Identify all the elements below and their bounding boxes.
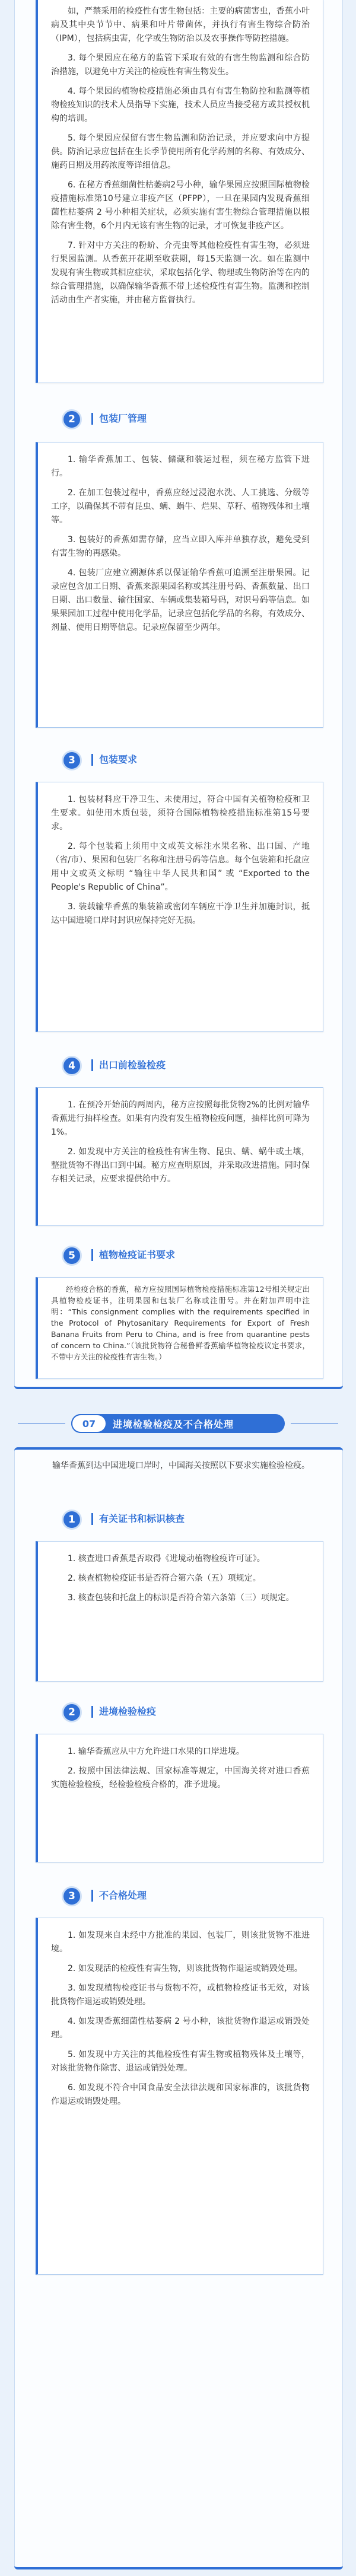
- paragraph: 6. 在秘方香蕉细菌性枯萎病2号小种，输华果园应按照国际植物检疫措施标准第10号建立非疫产区（PFPP），一旦在果园内发现香蕉细菌性枯萎病 2 号小种相关症状，必须实施有害生物综合管理措施以根除有害生物，6个月内无该有害生物的记录，才可恢复非疫产区。: [51, 180, 310, 231]
- paragraph: 2. 按照中国法律法规、国家标准等规定，中国海关将对进口香蕉实施检验检疫，经检验检疫合格的，准予进境。: [51, 1766, 310, 1789]
- section-header: [62, 1510, 311, 1531]
- paragraph: 1. 如发现来自未经中方批准的果园、包装厂，则该批货物不准进境。: [51, 1931, 310, 1954]
- paragraph: 1. 包装材料应干净卫生、未使用过，符合中国有关植物检疫和卫生要求。如使用木质包装，须符合国际植物检疫措施标准第15号要求。: [51, 795, 310, 832]
- paragraph: 4. 包装厂应建立溯源体系以保证输华香蕉可追溯至注册果园。记录应包含加工日期、香蕉来源果园名称或其注册号码、香蕉数量、出口日期、出口数量、输往国家、车辆或集装箱号码，对识号码等信息。如果果园加工过程中使用化学品，记录应包括化学品的名称，有效成分、剂量、使用日期等信息。记录应保留至少两年。: [51, 568, 310, 632]
- paragraph: 经检疫合格的香蕉，秘方应按照国际植物检疫措施标准第12号相关规定出具植物检疫证书，注明果园和包装厂名称或注册号。并在附加声明中注明：“This consignment complies with the requirements specified in the Protocol of Phytosanitary Requirements for Export of Fresh Banana Fruits from Peru to China, and is free from quarantine pests of concern to China.”（该批货物符合秘鲁鲜香蕉输华植物检疫议定书要求，不带中方关注的检疫性有害生物。）: [51, 1285, 310, 1361]
- section-title: 有关证书和标识核查: [91, 1513, 185, 1525]
- section-number-badge: 4: [62, 1056, 82, 1076]
- paragraph: 7. 针对中方关注的粉蚧、介壳虫等其他检疫性有害生物，必须进行果园监测。从香蕉开花期至收获期，每15天监测一次。如在监测中发现有害生物或其相应症状，采取包括化学、物理或生物防治等在内的综合管理措施，以确保输华香蕉不带上述检疫性有害生物。监测和控制活动由生产者实施，并由秘方监督执行。: [51, 241, 310, 305]
- paragraph: 如，严禁采用的检疫性有害生物包括：主要的病菌害虫，香蕉小叶病及其中央节节中、病果和叶片带菌体，并执行有害生物综合防治（IPM），包括病虫害，化学或生物防治以及农事操作等防控措施。: [51, 7, 310, 43]
- paragraph: 3. 装载输华香蕉的集装箱或密闭车辆应干净卫生并加施封识，抵达中国进境口岸时封识应保持完好无损。: [51, 902, 310, 925]
- paragraph: 5. 如发现中方关注的其他检疫性有害生物或植物残体及土壤等，对该批货物作除害、退运或销毁处理。: [51, 2050, 310, 2073]
- orchard-management-card: [36, 0, 323, 383]
- section-number-badge: 2: [62, 1702, 82, 1722]
- section-number-badge: 3: [62, 750, 82, 770]
- section-header: [62, 1246, 311, 1267]
- packaging-card: [36, 782, 323, 1032]
- paragraph: 4. 每个果园的植物检疫措施必须由具有有害生物防控和监测等植物检疫知识的技术人员指导下实施，技术人员应当接受秘方或其授权机构的培训。: [51, 87, 310, 123]
- paragraph: 3. 包装好的香蕉如需存储，应当立即入库并单独存放，避免受到有害生物的再感染。: [51, 535, 310, 558]
- paragraph: 1. 输华香蕉加工、包装、储藏和装运过程，须在秘方监管下进行。: [51, 455, 310, 478]
- section-header: [62, 1702, 311, 1724]
- section-title: 出口前检验检疫: [91, 1059, 166, 1071]
- paragraph: 5. 每个果园应保留有害生物监测和防治记录，并应要求向中方提供。防治记录应包括在生长季节使用所有化学药剂的名称、有效成分、施药日期及用药浓度等详细信息。: [51, 133, 310, 170]
- paragraph: 4. 如发现香蕉细菌性枯萎病 2 号小种，该批货物作退运或销毁处理。: [51, 2017, 310, 2040]
- section-number-badge: 5: [62, 1246, 82, 1266]
- section-title: 植物检疫证书要求: [91, 1249, 175, 1261]
- paragraph: 2. 如发现中方关注的检疫性有害生物、昆虫、螨、蜗牛或土壤，整批货物不得出口到中国。秘方应查明原因，并采取改进措施。同时保存相关记录，应要求提供给中方。: [51, 1147, 310, 1184]
- chapter-title: 进境检验检疫及不合格处理: [113, 1419, 234, 1430]
- pre-export-inspection-card: [36, 1087, 323, 1226]
- paragraph: 6. 如发现不符合中国食品安全法律法规和国家标准的，该批货物作退运或销毁处理。: [51, 2083, 310, 2106]
- paragraph: 3. 如发现植物检疫证书与货物不符，或植物检疫证书无效，对该批货物作退运或销毁处理。: [51, 1983, 310, 2007]
- section-number-badge: 2: [62, 409, 82, 429]
- section-header: [62, 409, 311, 431]
- section-header: [62, 750, 311, 772]
- paragraph: 2. 在加工包装过程中，香蕉应经过浸泡水洗、人工挑选、分级等工序，以确保其不带有昆虫、螨、蜗牛、烂果、草籽、植物残体和土壤等。: [51, 488, 310, 525]
- section-title: 不合格处理: [91, 1890, 147, 1902]
- section-title: 进境检验检疫: [91, 1706, 156, 1718]
- chapter-intro: [36, 1459, 320, 1473]
- section-header: [62, 1886, 311, 1908]
- certificate-check-card: [36, 1541, 323, 1682]
- section-number-badge: 3: [62, 1886, 82, 1906]
- chapter-number: 07: [71, 1414, 107, 1433]
- section-title: 包装要求: [91, 754, 137, 766]
- phytosanitary-certificate-card: [36, 1277, 323, 1379]
- chapter-banner: [0, 1406, 356, 1441]
- paragraph: 2. 核查植物检疫证书是否符合第六条（五）项规定。: [68, 1574, 261, 1583]
- paragraph: 3. 每个果园应在秘方的监管下采取有效的有害生物监测和综合防治措施，以避免中方关注的检疫性有害生物发生。: [51, 53, 310, 77]
- section-title: 包装厂管理: [91, 413, 147, 425]
- paragraph: 3. 核查包装和托盘上的标识是否符合第六条第（三）项规定。: [68, 1593, 294, 1603]
- non-compliance-card: [36, 1918, 323, 2275]
- packing-house-card: [36, 442, 323, 728]
- paragraph: 1. 在预冷开始前的两周内，秘方应按照每批货物2%的比例对输华香蕉进行抽样检查。如果有内没有发生植物检疫问题，抽样比例可降为1%。: [51, 1100, 310, 1137]
- intro-text: 输华香蕉到达中国进境口岸时，中国海关按照以下要求实施检验检疫。: [52, 1461, 310, 1470]
- section-number-badge: 1: [62, 1510, 82, 1530]
- paragraph: 2. 每个包装箱上须用中文或英文标注水果名称、出口国、产地（省/市）、果园和包装厂名称和注册号码等信息。每个包装箱和托盘应用中文或英文标明 “输往中华人民共和国” 或 “Exported to the People's Republic of China”。: [51, 842, 310, 892]
- paragraph: 1. 核查进口香蕉是否取得《进境动植物检疫许可证》。: [68, 1554, 265, 1564]
- section-header: [62, 1056, 311, 1077]
- paragraph: 1. 输华香蕉应从中方允许进口水果的口岸进境。: [68, 1747, 244, 1756]
- paragraph: 2. 如发现活的检疫性有害生物，则该批货物作退运或销毁处理。: [68, 1964, 303, 1973]
- entry-inspection-card: [36, 1734, 323, 1862]
